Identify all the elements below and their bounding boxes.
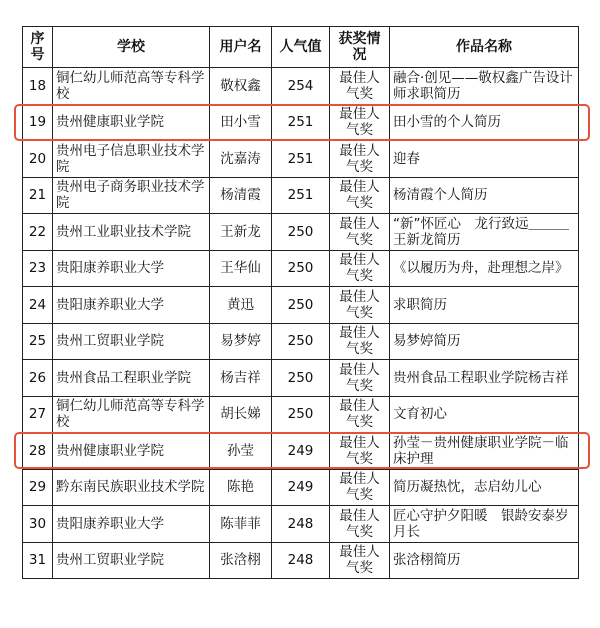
table-row xyxy=(23,68,579,105)
row-school: 贵州工业职业技术学院 xyxy=(53,214,210,251)
row-user: 敬权鑫 xyxy=(210,68,272,105)
row-user: 杨清霞 xyxy=(210,177,272,214)
row-work: 《以履历为舟，赴理想之岸》 xyxy=(390,250,579,287)
row-school: 贵州食品工程职业学院 xyxy=(53,360,210,397)
row-votes: 250 xyxy=(272,250,330,287)
row-school: 贵州健康职业学院 xyxy=(53,433,210,470)
row-work: 匠心守护夕阳暖 银龄安泰岁月长 xyxy=(390,506,579,543)
row-no: 22 xyxy=(23,214,53,251)
row-no: 18 xyxy=(23,68,53,105)
row-award: 最佳人气奖 xyxy=(330,323,390,360)
row-award: 最佳人气奖 xyxy=(330,68,390,105)
row-award: 最佳人气奖 xyxy=(330,433,390,470)
row-school: 贵州工贸职业学院 xyxy=(53,542,210,579)
row-school: 黔东南民族职业技术学院 xyxy=(53,469,210,506)
awards-table-container xyxy=(22,26,578,579)
row-school: 贵州健康职业学院 xyxy=(53,104,210,141)
row-no: 28 xyxy=(23,433,53,470)
row-user: 易梦婷 xyxy=(210,323,272,360)
row-votes: 250 xyxy=(272,323,330,360)
row-award: 最佳人气奖 xyxy=(330,360,390,397)
row-work: 田小雪的个人简历 xyxy=(390,104,579,141)
row-work: 孙莹－贵州健康职业学院－临床护理 xyxy=(390,433,579,470)
row-school: 铜仁幼儿师范高等专科学校 xyxy=(53,396,210,433)
row-work: “新”怀匠心 龙行致远＿＿＿王新龙简历 xyxy=(390,214,579,251)
row-school: 铜仁幼儿师范高等专科学校 xyxy=(53,68,210,105)
row-no: 29 xyxy=(23,469,53,506)
table-row xyxy=(23,396,579,433)
row-work: 贵州食品工程职业学院杨吉祥 xyxy=(390,360,579,397)
table-row xyxy=(23,104,579,141)
row-school: 贵州电子商务职业技术学院 xyxy=(53,177,210,214)
row-school: 贵阳康养职业大学 xyxy=(53,250,210,287)
table-row xyxy=(23,433,579,470)
table-row xyxy=(23,323,579,360)
header-no: 序号 xyxy=(23,27,53,68)
row-user: 陈菲菲 xyxy=(210,506,272,543)
table-header-row xyxy=(23,27,579,68)
row-award: 最佳人气奖 xyxy=(330,177,390,214)
row-award: 最佳人气奖 xyxy=(330,104,390,141)
table-row xyxy=(23,250,579,287)
row-user: 田小雪 xyxy=(210,104,272,141)
row-user: 王华仙 xyxy=(210,250,272,287)
row-no: 19 xyxy=(23,104,53,141)
row-work: 文育初心 xyxy=(390,396,579,433)
row-no: 21 xyxy=(23,177,53,214)
row-school: 贵州工贸职业学院 xyxy=(53,323,210,360)
row-votes: 250 xyxy=(272,360,330,397)
row-school: 贵阳康养职业大学 xyxy=(53,506,210,543)
row-award: 最佳人气奖 xyxy=(330,469,390,506)
row-award: 最佳人气奖 xyxy=(330,141,390,178)
table-row xyxy=(23,506,579,543)
row-user: 陈艳 xyxy=(210,469,272,506)
row-votes: 250 xyxy=(272,396,330,433)
row-user: 杨吉祥 xyxy=(210,360,272,397)
row-votes: 250 xyxy=(272,287,330,324)
awards-table xyxy=(22,26,579,579)
row-no: 30 xyxy=(23,506,53,543)
header-work: 作品名称 xyxy=(390,27,579,68)
row-user: 沈嘉涛 xyxy=(210,141,272,178)
table-row xyxy=(23,542,579,579)
header-school: 学校 xyxy=(53,27,210,68)
table-row xyxy=(23,141,579,178)
table-row xyxy=(23,360,579,397)
row-votes: 248 xyxy=(272,542,330,579)
row-user: 张浛栩 xyxy=(210,542,272,579)
row-no: 25 xyxy=(23,323,53,360)
row-school: 贵阳康养职业大学 xyxy=(53,287,210,324)
row-votes: 249 xyxy=(272,469,330,506)
row-user: 孙莹 xyxy=(210,433,272,470)
row-votes: 251 xyxy=(272,141,330,178)
row-no: 20 xyxy=(23,141,53,178)
row-no: 23 xyxy=(23,250,53,287)
row-votes: 254 xyxy=(272,68,330,105)
row-work: 迎春 xyxy=(390,141,579,178)
header-votes: 人气值 xyxy=(272,27,330,68)
row-award: 最佳人气奖 xyxy=(330,506,390,543)
row-votes: 248 xyxy=(272,506,330,543)
row-user: 黄迅 xyxy=(210,287,272,324)
table-row xyxy=(23,287,579,324)
row-work: 易梦婷简历 xyxy=(390,323,579,360)
table-row xyxy=(23,214,579,251)
row-school: 贵州电子信息职业技术学院 xyxy=(53,141,210,178)
row-votes: 251 xyxy=(272,104,330,141)
row-award: 最佳人气奖 xyxy=(330,396,390,433)
header-award: 获奖情况 xyxy=(330,27,390,68)
row-award: 最佳人气奖 xyxy=(330,542,390,579)
row-award: 最佳人气奖 xyxy=(330,287,390,324)
row-award: 最佳人气奖 xyxy=(330,250,390,287)
row-work: 融合·创见——敬权鑫广告设计师求职简历 xyxy=(390,68,579,105)
row-no: 31 xyxy=(23,542,53,579)
header-user: 用户名 xyxy=(210,27,272,68)
row-votes: 250 xyxy=(272,214,330,251)
row-votes: 251 xyxy=(272,177,330,214)
table-row xyxy=(23,469,579,506)
row-user: 王新龙 xyxy=(210,214,272,251)
table-row xyxy=(23,177,579,214)
row-user: 胡长娣 xyxy=(210,396,272,433)
row-no: 26 xyxy=(23,360,53,397)
row-work: 杨清霞个人简历 xyxy=(390,177,579,214)
row-award: 最佳人气奖 xyxy=(330,214,390,251)
row-work: 求职简历 xyxy=(390,287,579,324)
row-work: 简历凝热忱，志启幼儿心 xyxy=(390,469,579,506)
row-work: 张浛栩简历 xyxy=(390,542,579,579)
row-no: 27 xyxy=(23,396,53,433)
row-votes: 249 xyxy=(272,433,330,470)
row-no: 24 xyxy=(23,287,53,324)
